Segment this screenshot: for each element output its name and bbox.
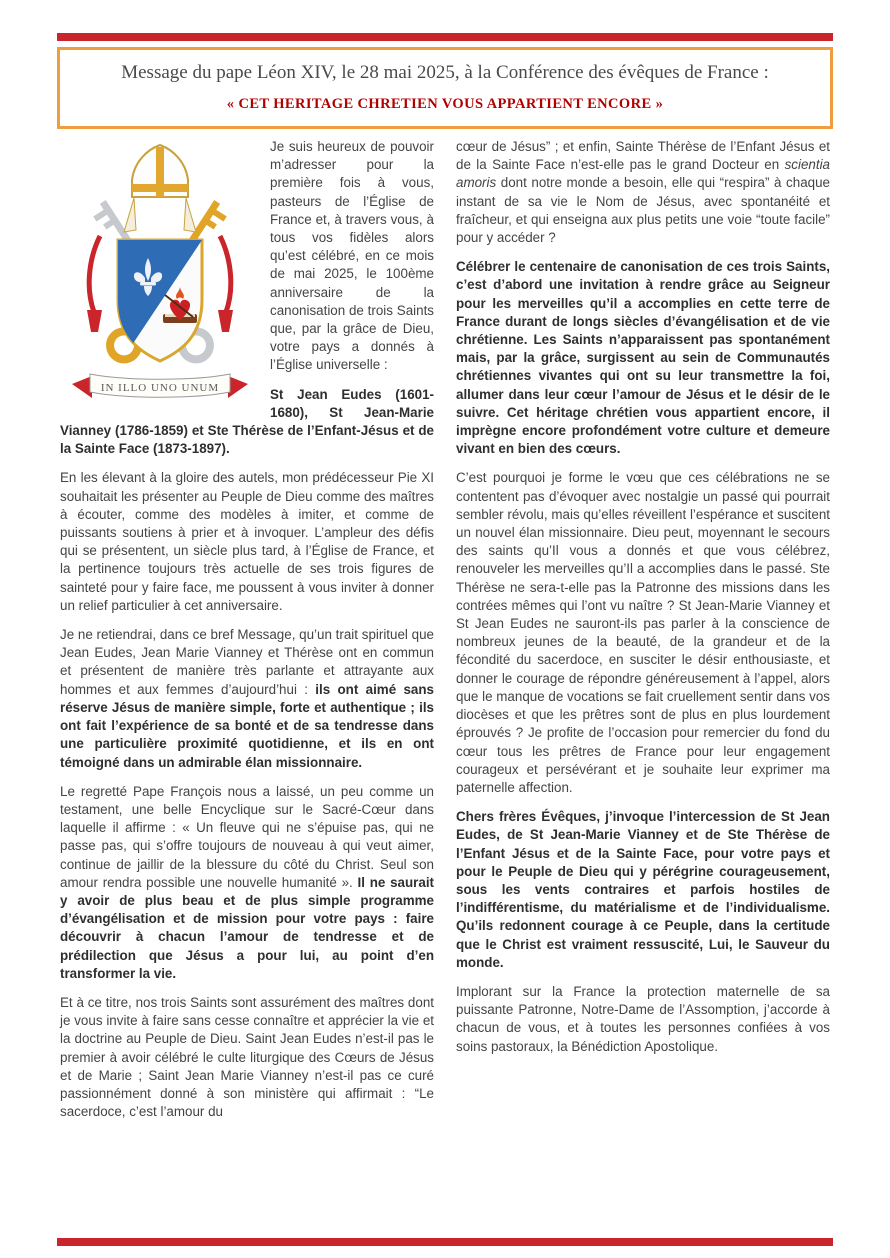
motto-text: IN ILLO UNO UNUM xyxy=(100,382,220,394)
paragraph xyxy=(60,783,434,983)
paragraph: En les élevant à la gloire des autels, mon prédécesseur Pie XI souhaitait les présenter au Peuple de Dieu comme des maîtres à écouter, comme des modèles à imiter, et comme de puissants soutiens à prier et à invoquer. L’ampleur des défis qui se présentent, un siècle plus tard, à l’Église de France, et la pertinence toujours très actuelle de ses trois figures de sainteté pour y faire face, me poussent à vous inviter à donner un relief particulier à cet anniversaire. xyxy=(60,470,434,613)
papal-coat-of-arms xyxy=(60,140,260,410)
paragraph-bold: Chers frères Évêques, j’invoque l’intercession de St Jean Eudes, de St Jean-Marie Vianney et de Ste Thérèse de l’Enfant Jésus et de la Sainte Face, pour votre pays et pour le Peuple de Dieu qui y pérégrine courageusement, sous les vents contraires et parfois hostiles de l’indifférentisme, du matérialisme et de l’individualisme. Qu’ils redonnent courage à ce Peuple, dans la certitude que le Christ est vraiment ressuscité, Lui, le Sauveur du monde. xyxy=(456,809,830,970)
text-run-italic: scientia amoris xyxy=(456,157,830,191)
paragraph: Et à ce titre, nos trois Saints sont assurément des maîtres dont je vous invite à faire sans cesse connaître et apprécier la vie et la doctrine au Peuple de Dieu. Saint Jean Eudes n’est-il pas le premier à avoir célébré le culte liturgique des Cœurs de Jésus et de Marie ; Saint Jean Marie Vianney n’est-il pas ce curé passionnément donné à son ministère qui affirmait : “Le sacerdoce, c’est l’amour du xyxy=(60,994,434,1120)
shield-icon xyxy=(118,240,202,366)
text-run: cœur de Jésus” ; et enfin, Sainte Thérèse de l’Enfant Jésus et de la Sainte Face n’est-elle pas le grand Docteur en xyxy=(456,139,830,173)
paragraph xyxy=(456,138,830,247)
paragraph: Implorant sur la France la protection maternelle de sa puissante Patronne, Notre-Dame de l’Assomption, j’accorde à chacun de vous, et à toutes les personnes confiées à vos soins pastoraux, la Bénédiction Apostolique. xyxy=(456,983,830,1054)
intro-text: Je suis heureux de pouvoir m’adresser pour la première fois à vous, pasteurs de l’Église de France et, à travers vous, à tous vos fidèles alors qu’est célébré, en ce mois de mai 2025, le 100ème anniversaire de la canonisation de trois Saints que, par la grâce de Dieu, votre pays a donnés à l’Église universelle : xyxy=(270,139,434,373)
text-run-bold: ils ont aimé sans réserve Jésus de manière simple, forte et authentique ; ils ont fait l’expérience de sa bonté et de sa tendresse dans une particulière proximité quotidienne, et ils en ont témoigné dans un admirable élan missionnaire. xyxy=(60,681,434,770)
paragraph xyxy=(60,626,434,772)
header xyxy=(57,47,833,129)
paragraph-bold: Célébrer le centenaire de canonisation de ces trois Saints, c’est d’abord une invitation à rendre grâce au Seigneur pour les merveilles qu’il a accomplies en cette terre de France durant de longs siècles d’évangélisation et de vie chrétienne. Les Saints n’apparaissent pas spontanément mais, par la grâce, surgissent au sein de Communautés chrétiennes vivantes qui ont su leur transmettre la foi, allumer dans leur cœur l’amour de Jésus et le désir de le suivre. Cet héritage chrétien vous appartient encore, il imprègne encore profondément votre culture et demeure vivant en bien des cœurs. xyxy=(456,259,830,457)
message-title: Message du pape Léon XIV, le 28 mai 2025, à la Conférence des évêques de France : xyxy=(121,62,769,83)
right-column xyxy=(456,138,830,1132)
text-run: Je ne retiendrai, dans ce bref Message, qu’un trait spirituel que Jean Eudes, Jean Marie Vianney et Thérèse ont en commun et présentent de manière très parlante et attrayante aux hommes et aux femmes d’aujourd’hui : xyxy=(60,627,434,697)
body-columns xyxy=(60,138,830,1132)
mitre-icon xyxy=(124,145,196,232)
paragraph: C’est pourquoi je forme le vœu que ces célébrations ne se contentent pas d’évoquer avec nostalgie un passé qui pourrait sembler révolu, mais qu’elles réveillent l’espérance et suscitent un nouvel élan missionnaire. Dieu peut, moyennant le secours des saints qu’Il vous a donnés et que vous célébrez, renouveler les merveilles qu’Il a accomplies dans le passé. Ste Thérèse ne sera-t-elle pas la Patronne des missions dans les contrées mêmes qui l’ont vu naître ? St Jean-Marie Vianney et St Jean Eudes ne sauront-ils pas parler à la conscience de nombreux jeunes de la beauté, de la grandeur et de la fécondité du sacerdoce, en susciter le désir enthousiaste, et donner le courage de répondre généreusement à l’appel, alors que le manque de vocations se fait cruellement sentir dans vos diocèses et que les prêtres sont de plus en plus lourdement éprouvés ? Je profite de l’occasion pour remercier du fond du cœur tous les prêtres de France pour leur engagement courageux et persévérant et je souhaite leur exprimer ma paternelle affection. xyxy=(456,470,830,795)
top-divider-bar xyxy=(57,33,833,41)
text-run: dont notre monde a besoin, elle qui “respira” à chaque instant de sa vie le Nom de Jésus, avec spontanéité et fraîcheur, et qui enseigna aux plus petits une voie “toute facile” pour y accéder ? xyxy=(456,175,830,246)
motto-banner xyxy=(72,374,248,398)
text-run-bold: Il ne saurait y avoir de plus beau et de plus simple programme d’évangélisation et de mission pour votre pays : faire découvrir à chacun l’amour de tendresse et de prédilection que Jésus a pour lui, au point d’en transformer la vie. xyxy=(60,874,435,981)
message-subtitle: « CET HERITAGE CHRETIEN VOUS APPARTIENT ENCORE » xyxy=(226,96,664,112)
left-column xyxy=(60,138,434,1132)
bottom-divider-bar xyxy=(57,1238,833,1246)
paragraph-saints-names: St Jean Eudes (1601-1680), St Jean-Marie Vianney (1786-1859) et Ste Thérèse de l’Enfant-Jésus et de la Sainte Face (1873-1897). xyxy=(60,386,434,457)
text-run: Le regretté Pape François nous a laissé, un peu comme un testament, une belle Encyclique sur le Sacré-Cœur dans laquelle il affirme : « Un fleuve qui ne s’épuise pas, qui ne passe pas, qui s’offre toujours de nouveau à qui veut aimer, continue de jaillir de la blessure du côté du Christ. Seul son amour rendra possible une nouvelle humanité ». xyxy=(60,783,434,890)
